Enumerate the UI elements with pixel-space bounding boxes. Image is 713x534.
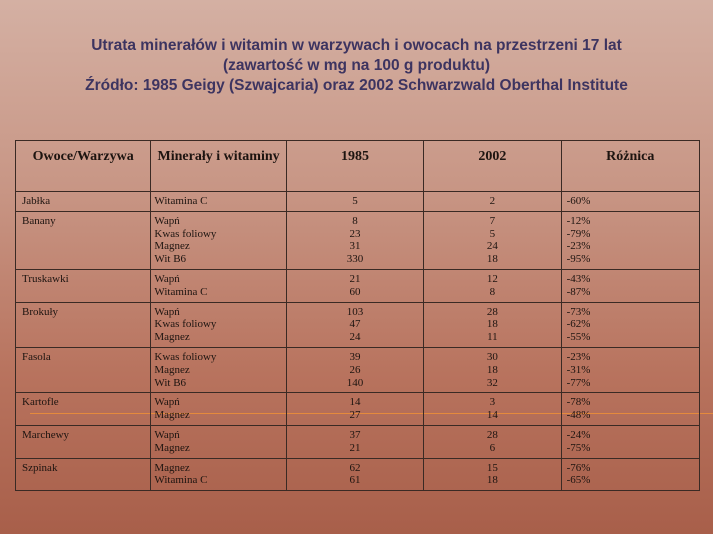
mineral-name-cell: [151, 211, 286, 269]
mineral-name: Magnez: [154, 363, 190, 376]
table-row: [16, 347, 700, 392]
mineral-name-cell: [151, 425, 286, 458]
value-2002: 24: [486, 240, 498, 253]
difference-value: -48%: [566, 409, 591, 422]
value-1985-cell: [286, 302, 423, 347]
table-row: [16, 425, 700, 458]
table-header-row: [16, 141, 700, 192]
value-2002: 5: [489, 227, 496, 240]
product-name: Jabłka: [16, 192, 151, 212]
difference-value: -55%: [566, 331, 591, 344]
value-2002: 18: [486, 253, 498, 266]
value-2002: 32: [486, 376, 498, 389]
value-1985: 330: [346, 253, 364, 266]
header-fruits-vegetables: Owoce/Warzywa: [16, 141, 151, 192]
value-1985: 24: [349, 331, 361, 344]
difference-value: -43%: [566, 272, 591, 285]
mineral-name: Witamina C: [154, 474, 208, 487]
title-line-2: (zawartość w mg na 100 g produktu): [223, 57, 490, 74]
value-1985: 60: [349, 285, 361, 298]
mineral-name: Wit B6: [154, 253, 187, 266]
header-1985: 1985: [286, 141, 423, 192]
value-2002-cell: [424, 269, 561, 302]
product-name: Fasola: [16, 347, 151, 392]
difference-value-cell: [561, 347, 699, 392]
value-2002: 18: [486, 474, 498, 487]
mineral-name: Magnez: [154, 240, 190, 253]
mineral-name: Wapń: [154, 305, 180, 318]
value-1985-cell: [286, 347, 423, 392]
mineral-name: Kwas foliowy: [154, 227, 217, 240]
difference-value-cell: [561, 458, 699, 491]
product-name: Brokuły: [16, 302, 151, 347]
difference-value: -60%: [566, 195, 591, 207]
difference-value: -65%: [566, 474, 591, 487]
value-2002: 28: [486, 305, 498, 318]
value-2002: 18: [486, 363, 498, 376]
mineral-name-cell: [151, 393, 286, 426]
value-2002: 12: [486, 272, 498, 285]
value-2002: 28: [486, 428, 498, 441]
value-2002-cell: [424, 211, 561, 269]
mineral-name: Magnez: [154, 461, 190, 474]
value-2002-cell: [424, 458, 561, 491]
mineral-name: Wapń: [154, 396, 180, 409]
mineral-name: Wapń: [154, 428, 180, 441]
value-1985: 61: [349, 474, 361, 487]
product-name: Szpinak: [16, 458, 151, 491]
value-1985: 47: [349, 318, 361, 331]
header-2002: 2002: [424, 141, 561, 192]
value-2002-cell: [424, 425, 561, 458]
difference-value-cell: [561, 269, 699, 302]
value-2002: 6: [489, 441, 496, 454]
difference-value-cell: [561, 393, 699, 426]
value-2002-cell: [424, 393, 561, 426]
header-minerals: Minerały i witaminy: [151, 141, 286, 192]
value-2002-cell: [424, 302, 561, 347]
mineral-name: Wapń: [154, 214, 180, 227]
value-2002: 3: [489, 396, 496, 409]
value-1985: 103: [346, 305, 364, 318]
mineral-name-cell: [151, 269, 286, 302]
table-row: [16, 458, 700, 491]
value-1985: 8: [352, 214, 358, 227]
mineral-name: Magnez: [154, 409, 190, 422]
value-1985: 27: [349, 409, 361, 422]
difference-value-cell: [561, 192, 699, 212]
mineral-name: Wit B6: [154, 376, 187, 389]
value-1985-cell: [286, 393, 423, 426]
product-name: Truskawki: [16, 269, 151, 302]
value-1985: 39: [349, 350, 361, 363]
difference-value-cell: [561, 425, 699, 458]
mineral-name: Witamina C: [154, 285, 208, 298]
difference-value: -23%: [566, 350, 591, 363]
value-1985-cell: [286, 269, 423, 302]
difference-value: -75%: [566, 441, 591, 454]
value-1985-cell: [286, 458, 423, 491]
value-1985-cell: [286, 211, 423, 269]
value-1985: 5: [352, 195, 358, 207]
value-1985: 21: [349, 272, 361, 285]
difference-value: -24%: [566, 428, 591, 441]
value-2002-cell: [424, 347, 561, 392]
value-2002: 11: [487, 331, 498, 344]
mineral-name-cell: [151, 347, 286, 392]
value-1985-cell: [286, 425, 423, 458]
difference-value: -76%: [566, 461, 591, 474]
difference-value: -79%: [566, 227, 591, 240]
mineral-name: Magnez: [154, 331, 190, 344]
value-2002: 15: [486, 461, 498, 474]
value-1985: 23: [349, 227, 361, 240]
difference-value: -95%: [566, 253, 591, 266]
table-row: [16, 393, 700, 426]
title-line-1: Utrata minerałów i witamin w warzywach i owocach na przestrzeni 17 lat: [91, 37, 622, 54]
value-1985: 37: [349, 428, 361, 441]
mineral-name-cell: [151, 458, 286, 491]
difference-value: -77%: [566, 376, 591, 389]
value-2002: 30: [486, 350, 498, 363]
product-name: Banany: [16, 211, 151, 269]
difference-value: -87%: [566, 285, 591, 298]
mineral-name: Kwas foliowy: [154, 350, 217, 363]
value-2002-cell: [424, 192, 561, 212]
table-row: [16, 269, 700, 302]
table-row: [16, 211, 700, 269]
value-2002: 8: [489, 285, 496, 298]
difference-value-cell: [561, 211, 699, 269]
slide-title: [0, 36, 713, 96]
product-name: Kartofle: [16, 393, 151, 426]
value-1985: 62: [349, 461, 361, 474]
value-2002: 18: [486, 318, 498, 331]
mineral-name: Kwas foliowy: [154, 318, 217, 331]
value-1985-cell: [286, 192, 423, 212]
difference-value: -12%: [566, 214, 591, 227]
minerals-table: [15, 140, 700, 491]
value-1985: 31: [349, 240, 361, 253]
header-difference: Różnica: [561, 141, 699, 192]
value-2002: 2: [489, 195, 496, 207]
mineral-name-cell: [151, 302, 286, 347]
mineral-name-cell: [151, 192, 286, 212]
difference-value: -31%: [566, 363, 591, 376]
value-1985: 21: [349, 441, 361, 454]
mineral-name: Wapń: [154, 272, 180, 285]
mineral-name: Magnez: [154, 441, 190, 454]
difference-value: -78%: [566, 396, 591, 409]
table-body: [16, 192, 700, 491]
difference-value: -73%: [566, 305, 591, 318]
mineral-name: Witamina C: [154, 195, 208, 207]
title-line-3: Źródło: 1985 Geigy (Szwajcaria) oraz 2002 Schwarzwald Oberthal Institute: [85, 77, 628, 94]
difference-value-cell: [561, 302, 699, 347]
value-1985: 140: [346, 376, 364, 389]
product-name: Marchewy: [16, 425, 151, 458]
value-1985: 14: [349, 396, 361, 409]
value-2002: 7: [489, 214, 496, 227]
table-row: [16, 302, 700, 347]
table-row: [16, 192, 700, 212]
difference-value: -23%: [566, 240, 591, 253]
value-1985: 26: [349, 363, 361, 376]
value-2002: 14: [486, 409, 498, 422]
difference-value: -62%: [566, 318, 591, 331]
